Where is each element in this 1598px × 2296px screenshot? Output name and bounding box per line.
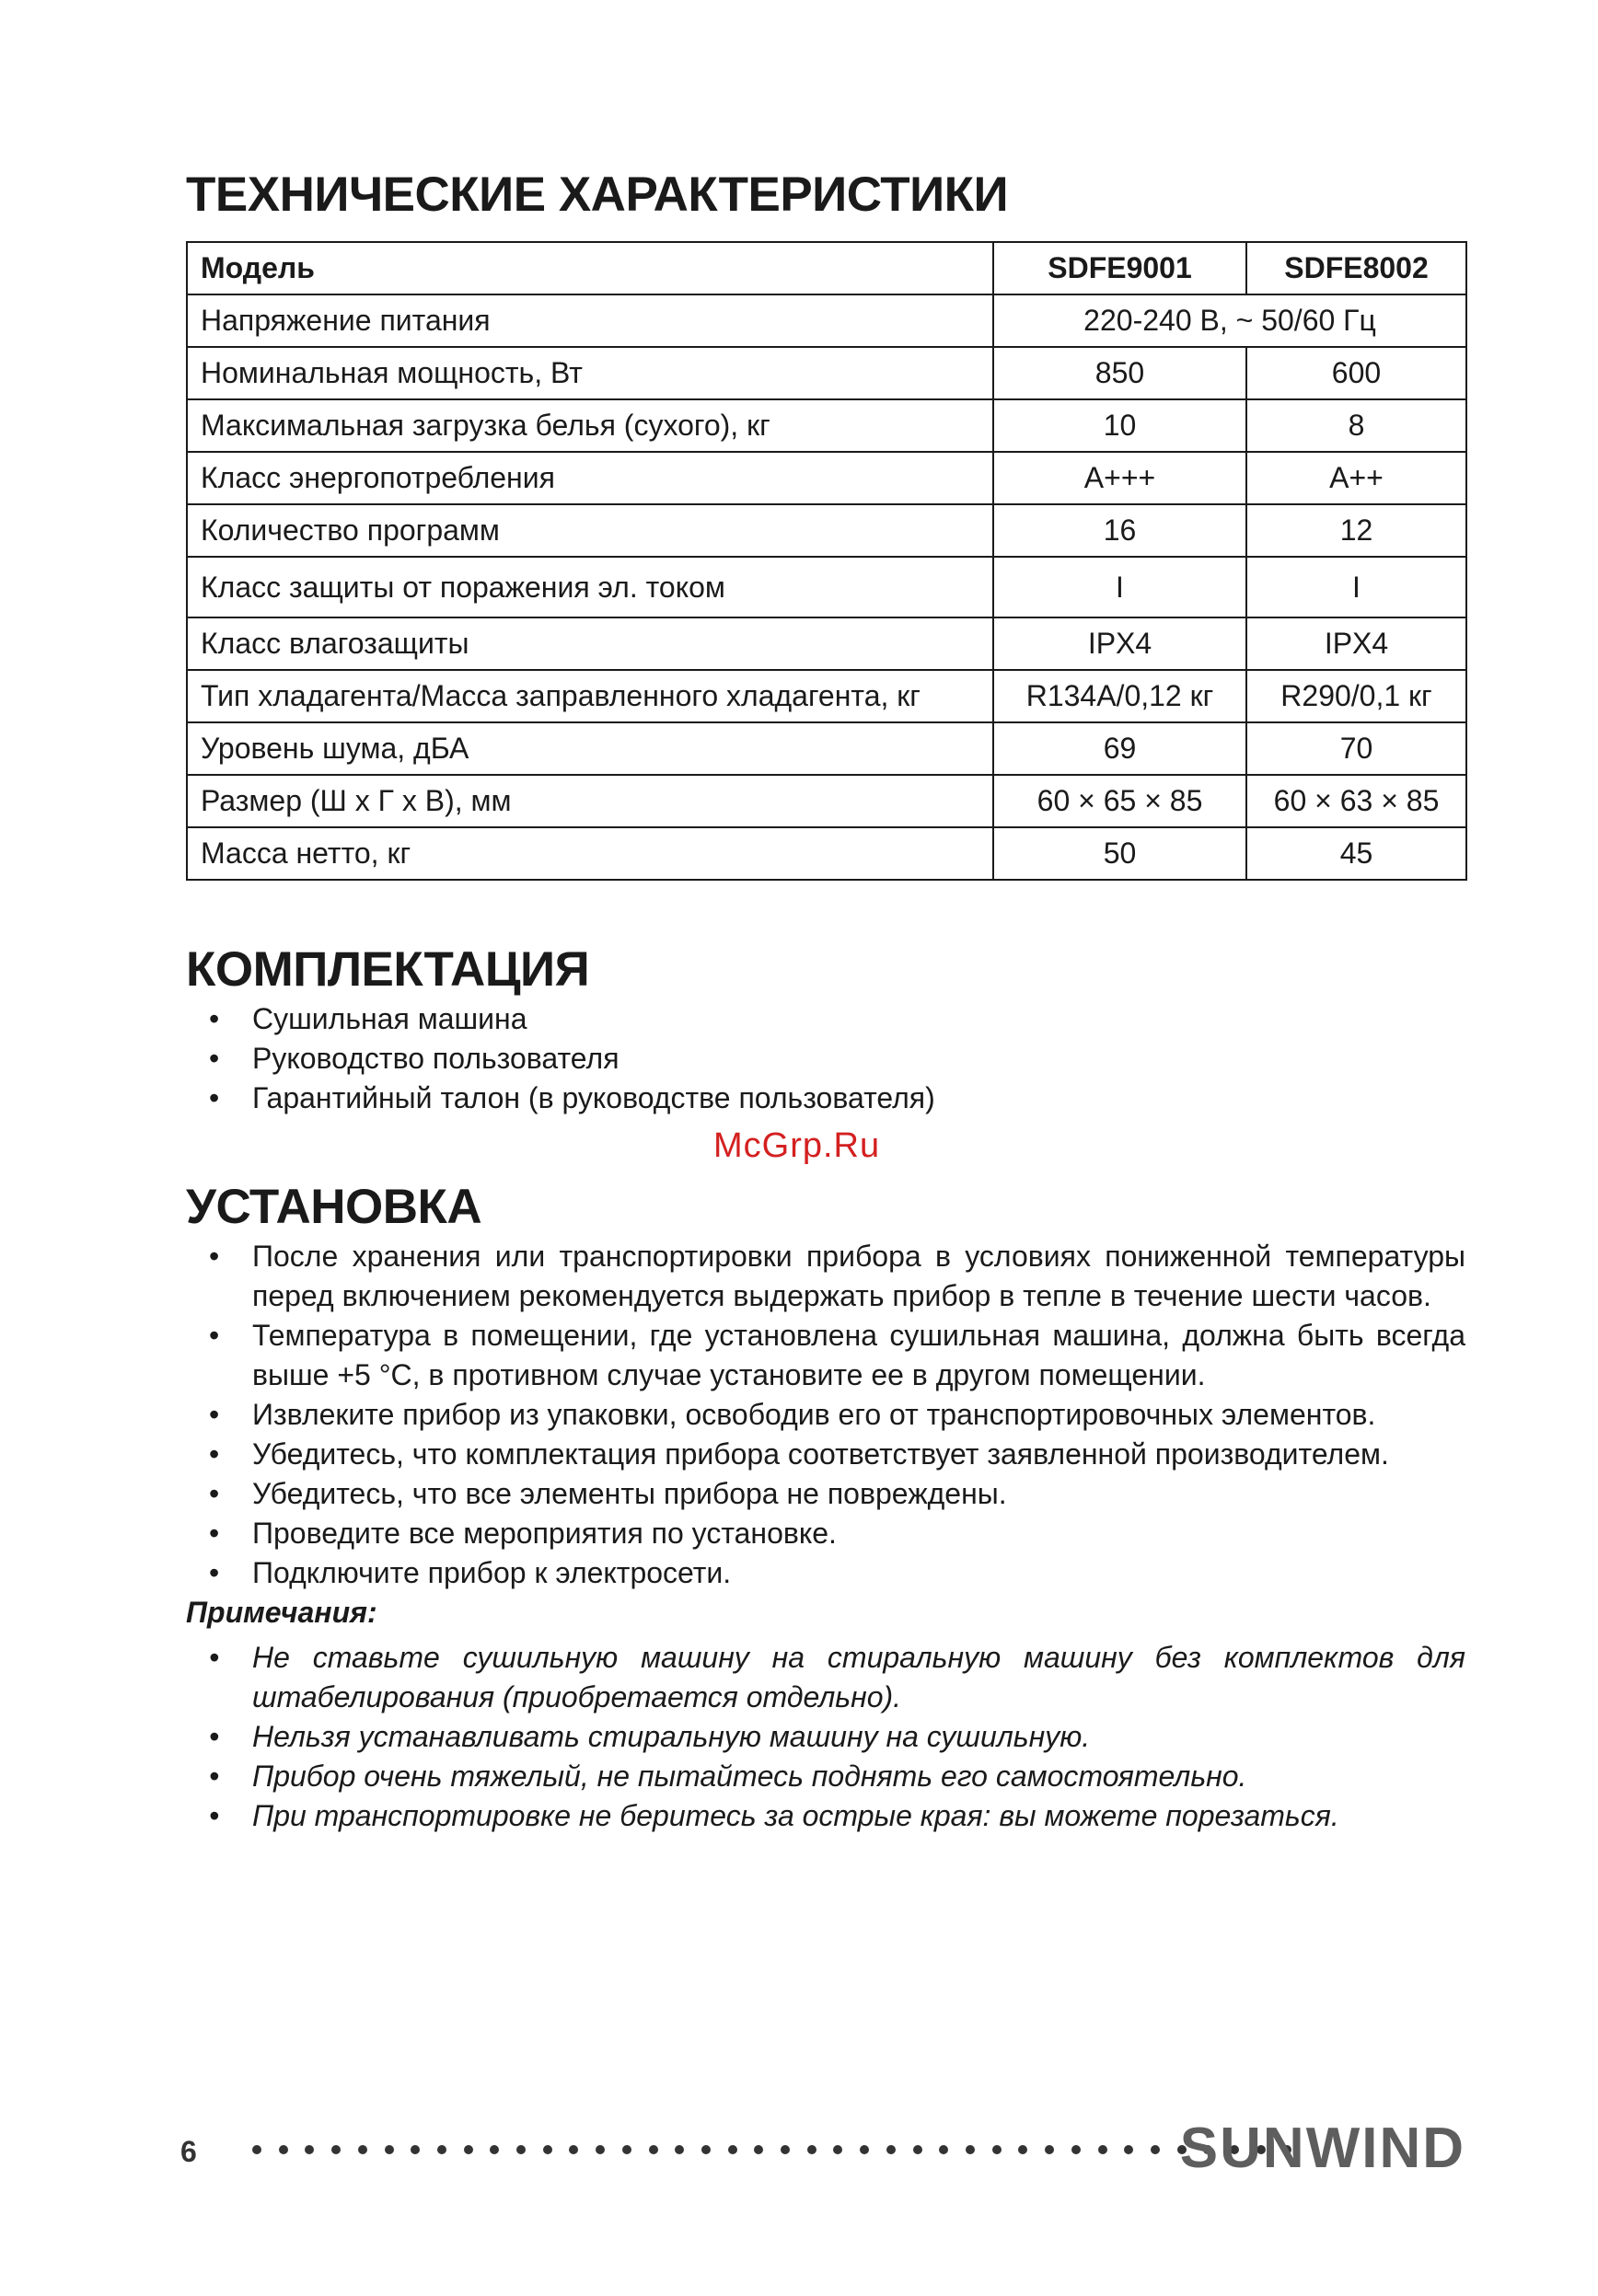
row-value-sdfe8002: 60 × 63 × 85	[1246, 775, 1466, 827]
notes-list	[186, 1638, 1465, 1836]
list-item: • Убедитесь, что комплектация прибора соответствует заявленной производителем.	[186, 1435, 1465, 1474]
row-value-sdfe9001: R134A/0,12 кг	[993, 670, 1246, 722]
header-sdfe9001: SDFE9001	[993, 242, 1246, 294]
install-list	[186, 1237, 1465, 1593]
row-label: Размер (Ш х Г х В), мм	[187, 775, 993, 827]
list-item: • При транспортировке не беритесь за острые края: вы можете порезаться.	[186, 1796, 1465, 1836]
watermark-link[interactable]: McGrp.Ru	[713, 1126, 881, 1165]
row-label: Масса нетто, кг	[187, 827, 993, 880]
row-value-sdfe9001: 60 × 65 × 85	[993, 775, 1246, 827]
list-item: • Температура в помещении, где установлена сушильная машина, должна быть всегда выше +5 °C, в противном случае установите ее в другом помещении.	[186, 1316, 1465, 1395]
row-value-sdfe9001: IPX4	[993, 617, 1246, 670]
row-value-sdfe8002: 8	[1246, 399, 1466, 452]
specs-table	[186, 241, 1467, 881]
list-item: • После хранения или транспортировки прибора в условиях пониженной температуры перед включением рекомендуется выдержать прибор в тепле в течение шести часов.	[186, 1237, 1465, 1316]
row-label: Класс влагозащиты	[187, 617, 993, 670]
row-value-sdfe9001: 50	[993, 827, 1246, 880]
package-list	[186, 999, 1465, 1118]
footer-dots-divider	[252, 2142, 1292, 2157]
row-value-sdfe9001: 850	[993, 347, 1246, 399]
row-value-sdfe9001: I	[993, 557, 1246, 617]
row-value-sdfe9001: A+++	[993, 452, 1246, 504]
table-row	[187, 504, 1466, 557]
table-row	[187, 670, 1466, 722]
list-item: • Убедитесь, что все элементы прибора не повреждены.	[186, 1474, 1465, 1514]
table-row	[187, 557, 1466, 617]
page-content	[186, 167, 1465, 1836]
brand-logo: SUNWIND	[1179, 2117, 1465, 2180]
specs-header-row	[187, 242, 1466, 294]
row-value-sdfe8002: A++	[1246, 452, 1466, 504]
table-row	[187, 452, 1466, 504]
row-value-sdfe8002: 45	[1246, 827, 1466, 880]
page-footer	[180, 2117, 1465, 2181]
list-item: • Проведите все мероприятия по установке.	[186, 1514, 1465, 1553]
row-value-sdfe8002: 70	[1246, 722, 1466, 775]
row-value-sdfe9001: 16	[993, 504, 1246, 557]
row-value-merged: 220-240 В, ~ 50/60 Гц	[993, 294, 1466, 347]
row-value-sdfe8002: IPX4	[1246, 617, 1466, 670]
list-item: • Гарантийный талон (в руководстве пользователя)	[186, 1079, 1465, 1118]
row-label: Количество программ	[187, 504, 993, 557]
row-label: Напряжение питания	[187, 294, 993, 347]
header-model: Модель	[187, 242, 993, 294]
page-number: 6	[180, 2135, 197, 2168]
row-value-sdfe8002: 12	[1246, 504, 1466, 557]
table-row	[187, 294, 1466, 347]
row-value-sdfe8002: R290/0,1 кг	[1246, 670, 1466, 722]
list-item: • Прибор очень тяжелый, не пытайтесь поднять его самостоятельно.	[186, 1757, 1465, 1796]
list-item: • Подключите прибор к электросети.	[186, 1553, 1465, 1593]
list-item: • Сушильная машина	[186, 999, 1465, 1039]
list-item: • Извлеките прибор из упаковки, освободив его от транспортировочных элементов.	[186, 1395, 1465, 1435]
table-row	[187, 827, 1466, 880]
row-value-sdfe9001: 69	[993, 722, 1246, 775]
row-value-sdfe8002: I	[1246, 557, 1466, 617]
row-label: Номинальная мощность, Вт	[187, 347, 993, 399]
table-row	[187, 775, 1466, 827]
table-row	[187, 399, 1466, 452]
row-label: Уровень шума, дБА	[187, 722, 993, 775]
list-item: • Не ставьте сушильную машину на стиральную машину без комплектов для штабелирования (приобретается отдельно).	[186, 1638, 1465, 1717]
table-row	[187, 347, 1466, 399]
install-title: УСТАНОВКА	[186, 1180, 482, 1234]
table-row	[187, 722, 1466, 775]
notes-title: Примечания:	[186, 1596, 377, 1629]
header-sdfe8002: SDFE8002	[1246, 242, 1466, 294]
list-item: • Нельзя устанавливать стиральную машину на сушильную.	[186, 1717, 1465, 1757]
package-title: КОМПЛЕКТАЦИЯ	[186, 942, 590, 997]
specs-title: ТЕХНИЧЕСКИЕ ХАРАКТЕРИСТИКИ	[186, 167, 1009, 222]
row-label: Тип хладагента/Масса заправленного хладагента, кг	[187, 670, 993, 722]
table-row	[187, 617, 1466, 670]
row-label: Класс энергопотребления	[187, 452, 993, 504]
row-label: Класс защиты от поражения эл. током	[187, 557, 993, 617]
list-item: • Руководство пользователя	[186, 1039, 1465, 1079]
row-value-sdfe8002: 600	[1246, 347, 1466, 399]
row-value-sdfe9001: 10	[993, 399, 1246, 452]
row-label: Максимальная загрузка белья (сухого), кг	[187, 399, 993, 452]
